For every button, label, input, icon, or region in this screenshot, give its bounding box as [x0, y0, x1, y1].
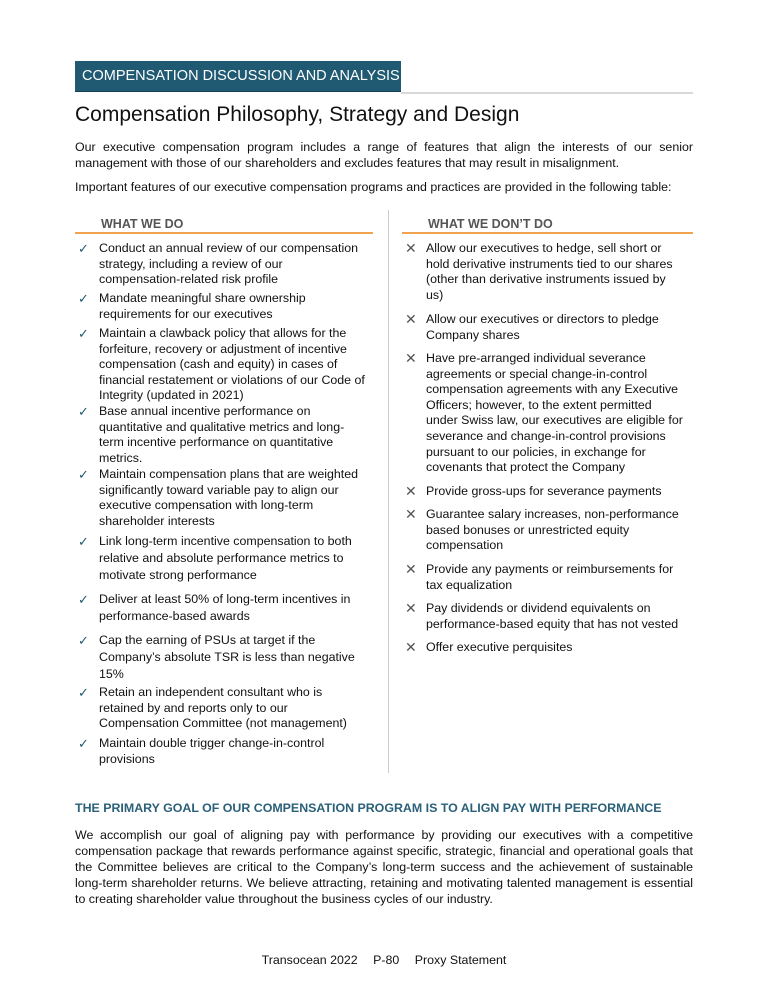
page-footer [0, 953, 768, 967]
item-text: Maintain double trigger change-in-control provisions [99, 736, 325, 766]
goal-paragraph: We accomplish our goal of aligning pay with performance by providing our executives with a competitive compensation package that rewards performance against specific, strategic, financial and operational goals that the Committee believes are critical to the Company’s long-term success and the achievement of sustainable long-term shareholder returns. We believe attracting, retaining and motivating talented management is essential to creating shareholder value throughout the business cycles of our industry. [75, 828, 693, 906]
item-text: Maintain compensation plans that are weighted significantly toward variable pay to align our executive compensation with long-term shareholder interests [99, 467, 358, 528]
what-we-dont-do-item [405, 506, 701, 554]
what-we-dont-do-item [405, 311, 701, 343]
item-text: Deliver at least 50% of long-term incentives in performance-based awards [99, 592, 351, 623]
what-we-dont-do-item [405, 350, 701, 476]
check-icon: ✓ [78, 592, 89, 607]
what-we-dont-do-heading: WHAT WE DON’T DO [402, 217, 693, 234]
what-we-do-item [78, 467, 384, 529]
page-title: Compensation Philosophy, Strategy and Design [75, 103, 520, 126]
x-icon: ✕ [405, 561, 417, 577]
footer-document: Proxy Statement [414, 953, 507, 967]
item-text: Guarantee salary increases, non-performance based bonuses or unrestricted equity compensation [426, 507, 679, 553]
item-text: Allow our executives to hedge, sell short or hold derivative instruments tied to our shares (other than derivative instruments issued by us) [426, 241, 673, 302]
x-icon: ✕ [405, 240, 417, 256]
item-text: Conduct an annual review of our compensation strategy, including a review of our compensation-related risk profile [99, 241, 358, 287]
what-we-dont-do-item [405, 600, 701, 632]
goal-heading: THE PRIMARY GOAL OF OUR COMPENSATION PROGRAM IS TO ALIGN PAY WITH PERFORMANCE [75, 801, 662, 815]
x-icon: ✕ [405, 506, 417, 522]
check-icon: ✓ [78, 326, 89, 341]
item-text: Provide any payments or reimbursements for tax equalization [426, 562, 674, 592]
x-icon: ✕ [405, 311, 417, 327]
footer-company: Transocean 2022 [261, 953, 358, 967]
x-icon: ✕ [405, 639, 417, 655]
item-text: Pay dividends or dividend equivalents on performance-based equity that has not vested [426, 601, 679, 631]
what-we-do-item [78, 685, 384, 732]
item-text: Retain an independent consultant who is retained by and reports only to our Compensation Committee (not management) [99, 685, 347, 731]
check-icon: ✓ [78, 467, 89, 482]
item-text: Mandate meaningful share ownership requirements for our executives [99, 291, 306, 321]
what-we-dont-do-item [405, 639, 701, 656]
what-we-dont-do-item [405, 483, 701, 500]
check-icon: ✓ [78, 534, 89, 549]
item-text: Link long-term incentive compensation to both relative and absolute performance metrics to motivate strong performance [99, 534, 352, 582]
intro-paragraph-2: Important features of our executive compensation programs and practices are provided in the following table: [75, 180, 672, 194]
what-we-do-item [78, 591, 384, 625]
x-icon: ✕ [405, 350, 417, 366]
item-text: Base annual incentive performance on quantitative and qualitative metrics and long- term incentive performance on quantitative metrics. [99, 404, 345, 465]
x-icon: ✕ [405, 600, 417, 616]
what-we-do-item [78, 326, 384, 404]
what-we-do-heading: WHAT WE DO [75, 217, 373, 234]
check-icon: ✓ [78, 241, 89, 256]
check-icon: ✓ [78, 291, 89, 306]
item-text: Have pre-arranged individual severance agreements or special change-in-control compensation agreements with any Executive Officers; however, to the extent permitted under Swiss law, our executives are eligible for severance and change-in-control provisions pursuant to our policies, in exchange for covenants that protect the Company [426, 351, 683, 475]
what-we-do-item [78, 241, 384, 288]
what-we-do-item [78, 533, 384, 584]
item-text: Offer executive perquisites [426, 640, 573, 654]
check-icon: ✓ [78, 736, 89, 751]
what-we-dont-do-item [405, 561, 701, 593]
check-icon: ✓ [78, 633, 89, 648]
what-we-do-item [78, 291, 384, 322]
check-icon: ✓ [78, 404, 89, 419]
what-we-do-item [78, 404, 384, 466]
column-divider [388, 210, 389, 773]
item-text: Provide gross-ups for severance payments [426, 484, 662, 498]
section-banner: COMPENSATION DISCUSSION AND ANALYSIS [75, 61, 401, 92]
footer-page-number: P-80 [373, 953, 400, 967]
what-we-do-item [78, 736, 384, 767]
check-icon: ✓ [78, 685, 89, 700]
item-text: Cap the earning of PSUs at target if the Company’s absolute TSR is less than negative 15% [99, 633, 355, 681]
what-we-do-item [78, 632, 384, 683]
item-text: Maintain a clawback policy that allows for the forfeiture, recovery or adjustment of incentive compensation (cash and equity) in cases of financial restatement or violations of our Code of Integrity (updated in 2021) [99, 326, 365, 403]
intro-paragraph: Our executive compensation program includes a range of features that align the interests of our senior management with those of our shareholders and excludes features that may result in misalignment. [75, 140, 693, 170]
what-we-dont-do-item [405, 240, 701, 303]
x-icon: ✕ [405, 483, 417, 499]
banner-rule [401, 92, 693, 94]
item-text: Allow our executives or directors to pledge Company shares [426, 312, 659, 342]
